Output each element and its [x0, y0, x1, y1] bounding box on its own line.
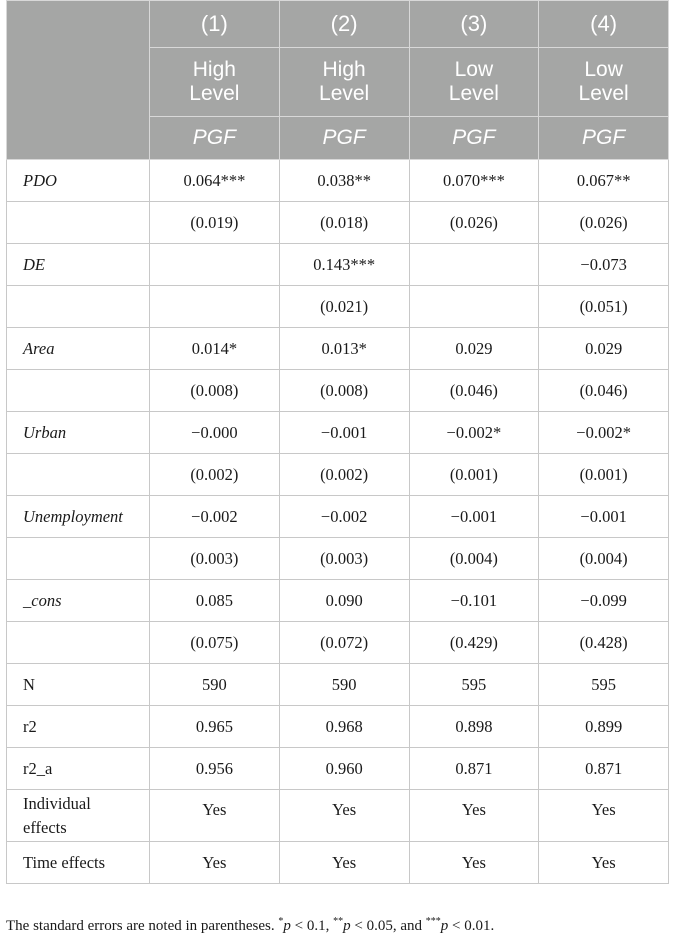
table-row-cons [7, 580, 669, 622]
variable-label: Urban [7, 412, 150, 454]
std-error-cell: (0.018) [279, 202, 409, 244]
std-error-cell: (0.008) [150, 370, 280, 412]
label-line: Individual [23, 793, 91, 813]
coefficient-cell: 0.029 [409, 328, 539, 370]
std-error-cell: (0.046) [539, 370, 669, 412]
coefficient-cell: −0.002 [279, 496, 409, 538]
variable-label: r2 [7, 706, 150, 748]
std-error-cell: (0.003) [279, 538, 409, 580]
coefficient-cell [150, 244, 280, 286]
std-error-cell: (0.046) [409, 370, 539, 412]
coefficient-cell [409, 244, 539, 286]
dependent-variable: PGF [150, 117, 280, 160]
coefficient-cell: −0.101 [409, 580, 539, 622]
footnote-p: p [283, 918, 291, 934]
table-row-individual-effects [7, 790, 669, 842]
value-cell: Yes [279, 842, 409, 884]
table-row-r2a [7, 748, 669, 790]
footnote-p: p [440, 918, 449, 934]
std-error-cell: (0.429) [409, 622, 539, 664]
coefficient-cell: 0.067** [539, 160, 669, 202]
table-row-urban-se [7, 454, 669, 496]
level-label-text: High Level [189, 58, 240, 105]
std-error-cell: (0.001) [409, 454, 539, 496]
model-number: (4) [539, 1, 669, 48]
value-cell: 0.960 [279, 748, 409, 790]
std-error-cell: (0.075) [150, 622, 280, 664]
value-cell: 0.871 [539, 748, 669, 790]
coefficient-cell: −0.073 [539, 244, 669, 286]
dependent-variable: PGF [279, 117, 409, 160]
variable-label: DE [7, 244, 150, 286]
value-cell: 0.968 [279, 706, 409, 748]
variable-label [7, 790, 150, 842]
table-row-r2 [7, 706, 669, 748]
coefficient-cell: 0.064*** [150, 160, 280, 202]
coefficient-cell: −0.002* [409, 412, 539, 454]
footnote-prefix: The standard errors are noted in parentheses. [6, 918, 279, 934]
dependent-variable: PGF [409, 117, 539, 160]
coefficient-cell: 0.090 [279, 580, 409, 622]
level-label-text: Low Level [578, 58, 629, 105]
footnote-star: * [278, 916, 284, 927]
coefficient-cell: −0.001 [539, 496, 669, 538]
coefficient-cell: 0.085 [150, 580, 280, 622]
value-cell: 0.898 [409, 706, 539, 748]
std-error-cell: (0.003) [150, 538, 280, 580]
table-row-time-effects [7, 842, 669, 884]
model-number: (3) [409, 1, 539, 48]
coefficient-cell: 0.029 [539, 328, 669, 370]
model-number: (1) [150, 1, 280, 48]
variable-label: PDO [7, 160, 150, 202]
table-row-de [7, 244, 669, 286]
value-cell: 0.956 [150, 748, 280, 790]
table-body [7, 160, 669, 884]
value-cell: 590 [150, 664, 280, 706]
table-row-area [7, 328, 669, 370]
footnote-star: *** [425, 916, 441, 927]
level-label [279, 48, 409, 117]
value-cell: Yes [409, 790, 539, 842]
variable-label: _cons [7, 580, 150, 622]
level-label [409, 48, 539, 117]
value-cell: 595 [409, 664, 539, 706]
footnote-text: < 0.1, [290, 918, 334, 934]
coefficient-cell: −0.001 [279, 412, 409, 454]
table-row-unemployment-se [7, 538, 669, 580]
coefficient-cell: 0.070*** [409, 160, 539, 202]
variable-label: Time effects [7, 842, 150, 884]
table-header [7, 1, 669, 160]
variable-label: N [7, 664, 150, 706]
variable-label-blank [7, 454, 150, 496]
coefficient-cell: 0.014* [150, 328, 280, 370]
value-cell: Yes [409, 842, 539, 884]
std-error-cell: (0.072) [279, 622, 409, 664]
table-footnote [6, 916, 494, 935]
coefficient-cell: −0.001 [409, 496, 539, 538]
variable-label: r2_a [7, 748, 150, 790]
table-row-pdo-se [7, 202, 669, 244]
std-error-cell: (0.001) [539, 454, 669, 496]
level-label [539, 48, 669, 117]
std-error-cell: (0.026) [539, 202, 669, 244]
footnote-text: < 0.05, and [350, 918, 426, 934]
value-cell: 0.871 [409, 748, 539, 790]
coefficient-cell: 0.143*** [279, 244, 409, 286]
table-row-cons-se [7, 622, 669, 664]
std-error-cell: (0.008) [279, 370, 409, 412]
std-error-cell: (0.004) [409, 538, 539, 580]
coefficient-cell: 0.038** [279, 160, 409, 202]
value-cell: Yes [279, 790, 409, 842]
table-row-urban [7, 412, 669, 454]
level-label [150, 48, 280, 117]
std-error-cell: (0.051) [539, 286, 669, 328]
std-error-cell: (0.026) [409, 202, 539, 244]
value-cell: Yes [539, 790, 669, 842]
variable-label-blank [7, 202, 150, 244]
variable-label-blank [7, 538, 150, 580]
value-cell: 0.899 [539, 706, 669, 748]
level-label-text: High Level [319, 58, 370, 105]
coefficient-cell: −0.000 [150, 412, 280, 454]
table-row-area-se [7, 370, 669, 412]
footnote-text: < 0.01. [448, 918, 495, 934]
value-cell: 0.965 [150, 706, 280, 748]
model-number: (2) [279, 1, 409, 48]
std-error-cell [409, 286, 539, 328]
value-cell: 595 [539, 664, 669, 706]
dependent-variable: PGF [539, 117, 669, 160]
std-error-cell: (0.002) [279, 454, 409, 496]
variable-label-blank [7, 370, 150, 412]
std-error-cell: (0.428) [539, 622, 669, 664]
coefficient-cell: −0.002 [150, 496, 280, 538]
table-row-n [7, 664, 669, 706]
value-cell: Yes [150, 790, 280, 842]
regression-table [6, 0, 669, 884]
header-corner [7, 1, 150, 160]
value-cell: Yes [150, 842, 280, 884]
std-error-cell: (0.004) [539, 538, 669, 580]
value-cell: Yes [539, 842, 669, 884]
value-cell: 590 [279, 664, 409, 706]
std-error-cell: (0.002) [150, 454, 280, 496]
std-error-cell: (0.019) [150, 202, 280, 244]
coefficient-cell: 0.013* [279, 328, 409, 370]
variable-label: Area [7, 328, 150, 370]
footnote-star: ** [333, 916, 344, 927]
std-error-cell [150, 286, 280, 328]
level-label-text: Low Level [448, 58, 499, 105]
table-row-unemployment [7, 496, 669, 538]
variable-label-blank [7, 622, 150, 664]
coefficient-cell: −0.099 [539, 580, 669, 622]
table-row-pdo [7, 160, 669, 202]
table-row-de-se [7, 286, 669, 328]
std-error-cell: (0.021) [279, 286, 409, 328]
coefficient-cell: −0.002* [539, 412, 669, 454]
footnote-p: p [343, 918, 351, 934]
label-line: effects [23, 817, 67, 837]
variable-label: Unemployment [7, 496, 150, 538]
variable-label-blank [7, 286, 150, 328]
